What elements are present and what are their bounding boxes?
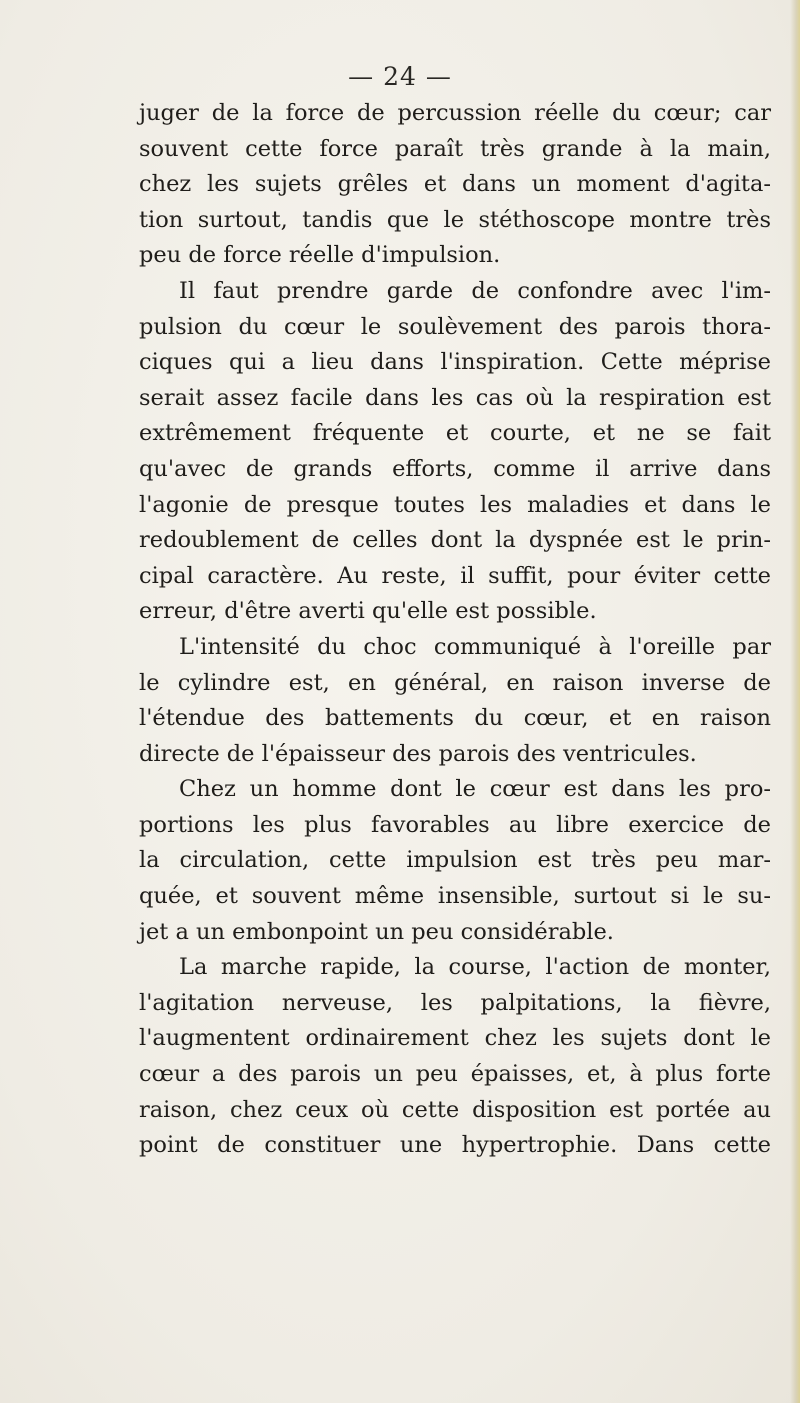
text-line: qu'avec de grands efforts, comme il arrive dans	[139, 455, 771, 482]
page-edge	[790, 0, 800, 1403]
text-line: ciques qui a lieu dans l'inspiration. Cette méprise	[139, 349, 771, 376]
text-line: Il faut prendre garde de confondre avec l'im-	[179, 277, 771, 304]
text-line: L'intensité du choc communiqué à l'oreille par	[179, 633, 771, 660]
text-line: juger de la force de percussion réelle du cœur; car	[139, 100, 771, 126]
text-line: extrêmement fréquente et courte, et ne se fait	[139, 420, 771, 447]
text-line: cipal caractère. Au reste, il suffit, pour éviter cette	[139, 562, 771, 589]
text-line: point de constituer une hypertrophie. Dans cette	[139, 1132, 771, 1159]
text-line: cœur a des parois un peu épaisses, et, à plus forte	[139, 1061, 771, 1088]
text-line: serait assez facile dans les cas où la respiration est	[139, 384, 771, 411]
text-line: l'étendue des battements du cœur, et en raison	[139, 705, 771, 732]
text-line: erreur, d'être averti qu'elle est possible.	[139, 598, 597, 625]
text-line: directe de l'épaisseur des parois des ventricules.	[139, 740, 697, 767]
text-line: souvent cette force paraît très grande à la main,	[139, 135, 771, 162]
text-line: chez les sujets grêles et dans un moment d'agita-	[139, 171, 771, 198]
text-line: portions les plus favorables au libre exercice de	[139, 811, 771, 838]
text-line: tion surtout, tandis que le stéthoscope montre très	[139, 206, 771, 233]
text-line: l'agonie de presque toutes les maladies et dans le	[139, 491, 771, 518]
text-line: la circulation, cette impulsion est très peu mar-	[139, 847, 771, 874]
text-line: jet a un embonpoint un peu considérable.	[139, 918, 614, 945]
text-line: le cylindre est, en général, en raison inverse de	[139, 669, 771, 696]
text-line: La marche rapide, la course, l'action de monter,	[179, 954, 771, 981]
text-line: redoublement de celles dont la dyspnée est le prin-	[139, 527, 771, 554]
page-number: — 24 —	[348, 62, 452, 91]
text-line: l'agitation nerveuse, les palpitations, la fièvre,	[139, 989, 771, 1016]
text-line: l'augmentent ordinairement chez les sujets dont le	[139, 1025, 771, 1052]
text-line: quée, et souvent même insensible, surtout si le su-	[139, 883, 771, 910]
text-line: raison, chez ceux où cette disposition est portée au	[139, 1096, 771, 1123]
text-line: Chez un homme dont le cœur est dans les pro-	[179, 776, 771, 803]
text-line: pulsion du cœur le soulèvement des parois thora-	[139, 313, 771, 340]
text-line: peu de force réelle d'impulsion.	[139, 242, 501, 269]
body-text	[139, 96, 771, 1164]
